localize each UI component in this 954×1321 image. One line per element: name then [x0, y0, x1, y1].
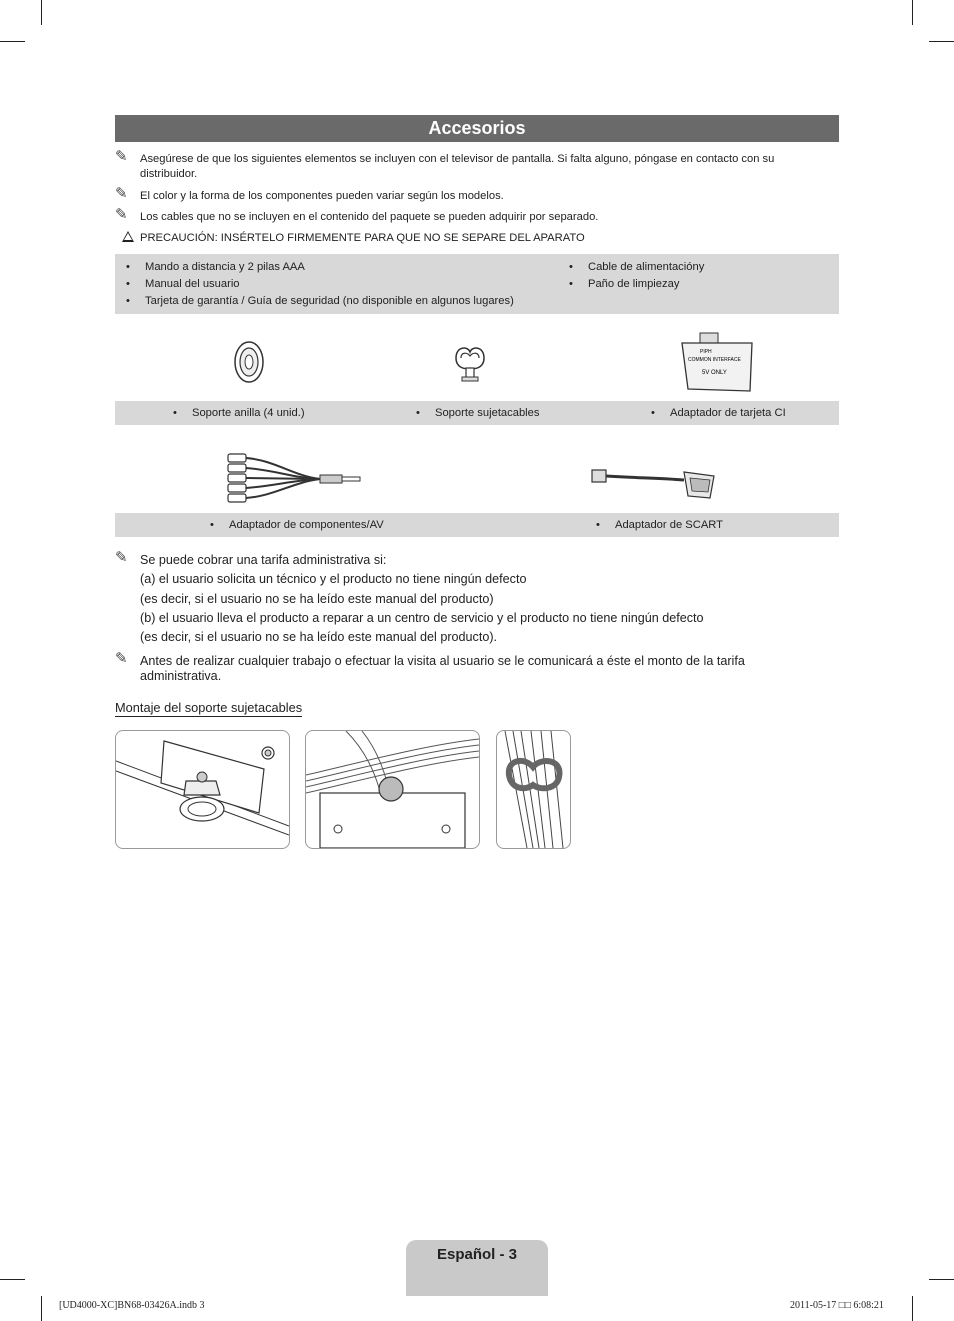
crop-mark: [929, 41, 954, 42]
section-heading: Montaje del soporte sujetacables: [115, 700, 303, 715]
list-item: • Manual del usuario: [145, 277, 240, 291]
fee-line: (es decir, si el usuario no se ha leído este manual del producto): [140, 592, 494, 606]
scart-adapter-illustration: [588, 460, 720, 504]
crop-mark: [41, 1296, 42, 1321]
list-item: • Soporte anilla (4 unid.): [192, 406, 305, 420]
note-2: ✎ El color y la forma de los componentes pueden variar según los modelos.: [115, 185, 504, 202]
pencil-note-icon: ✎: [115, 148, 128, 165]
assembly-step-2-panel: [305, 730, 480, 849]
ci-card-text: 5V ONLY: [702, 370, 727, 376]
list-item: • Adaptador de SCART: [615, 518, 723, 532]
cable-holder-illustration: [450, 342, 490, 384]
crop-mark: [912, 1296, 913, 1321]
accessory-row-2: [115, 513, 839, 537]
list-item: • Adaptador de componentes/AV: [229, 518, 384, 532]
ci-card-text: PIPH: [700, 349, 712, 355]
pencil-note-icon: ✎: [115, 549, 128, 566]
crop-mark: [0, 1279, 25, 1280]
list-item: • Cable de alimentacióny: [588, 260, 704, 274]
footer-timestamp: 2011-05-17 □□ 6:08:21: [790, 1300, 884, 1311]
note-1: ✎ Asegúrese de que los siguientes elementos se incluyen con el televisor de pantalla. Si falta alguno, póngase en contacto con su distribuidor.: [115, 148, 775, 180]
list-item: • Soporte sujetacables: [435, 406, 539, 420]
crop-mark: [0, 41, 25, 42]
warning-triangle-icon: [122, 231, 134, 242]
section-title: Accesorios: [115, 115, 839, 142]
pencil-note-icon: ✎: [115, 206, 128, 223]
list-item: • Tarjeta de garantía / Guía de seguridad (no disponible en algunos lugares): [145, 294, 514, 308]
assembly-step-3-illustration: [497, 731, 570, 848]
ci-card-adapter-illustration: [678, 331, 758, 393]
list-item: • Mando a distancia y 2 pilas AAA: [145, 260, 305, 274]
assembly-step-1-panel: [115, 730, 290, 849]
fee-line: (es decir, si el usuario no se ha leído este manual del producto).: [140, 630, 498, 644]
pencil-note-icon: ✎: [115, 185, 128, 202]
visit-note: ✎ Antes de realizar cualquier trabajo o efectuar la visita al usuario se le comunicará a éste el monto de la tarifa administrativa.: [115, 650, 745, 683]
ring-holder-illustration: [230, 338, 268, 386]
pencil-note-icon: ✎: [115, 650, 128, 667]
assembly-step-2-illustration: [306, 731, 479, 848]
crop-mark: [41, 0, 42, 25]
assembly-step-1-illustration: [116, 731, 289, 848]
crop-mark: [912, 0, 913, 25]
ci-card-text: COMMON INTERFACE: [688, 357, 741, 363]
fee-line: (a) el usuario solicita un técnico y el producto no tiene ningún defecto: [140, 572, 527, 586]
assembly-step-3-panel: [496, 730, 571, 849]
footer-file-info: [UD4000-XC]BN68-03426A.indb 3: [59, 1300, 205, 1311]
caution-note: PRECAUCIÓN: INSÉRTELO FIRMEMENTE PARA QUE NO SE SEPARE DEL APARATO: [122, 230, 585, 244]
list-item: • Adaptador de tarjeta CI: [670, 406, 786, 420]
list-item: • Paño de limpiezay: [588, 277, 679, 291]
component-av-adapter-illustration: [224, 448, 366, 510]
fee-note: ✎ Se puede cobrar una tarifa administrativa si:: [115, 549, 387, 567]
page-number-tab: Español - 3: [406, 1240, 548, 1296]
crop-mark: [929, 1279, 954, 1280]
note-3: ✎ Los cables que no se incluyen en el contenido del paquete se pueden adquirir por separado.: [115, 206, 599, 223]
fee-line: (b) el usuario lleva el producto a reparar a un centro de servicio y el producto no tiene ningún defecto: [140, 611, 704, 625]
